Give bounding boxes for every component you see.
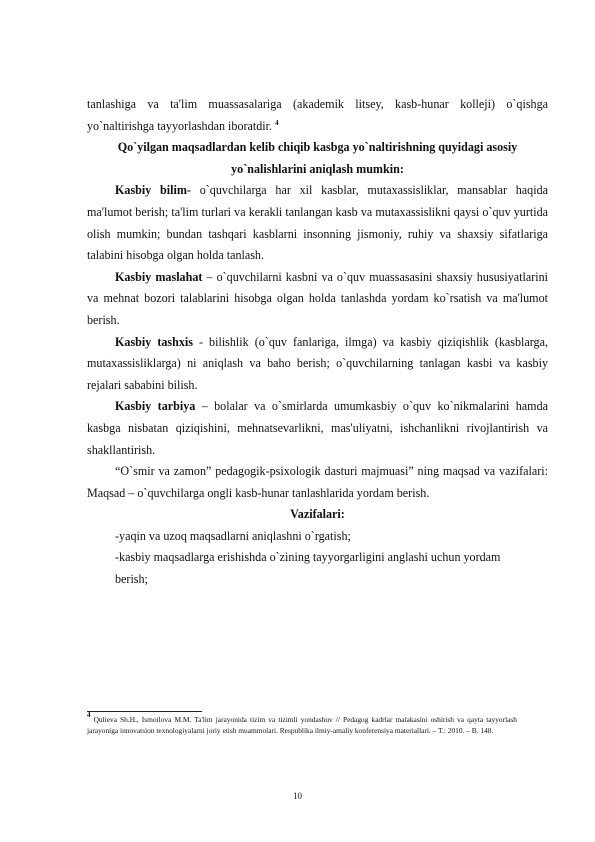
- item-kasbiy-maslahat: Kasbiy maslahat – o`quvchilarni kasbni va o`quv muassasasini shaxsiy hususiyatlarini va mehnat bozori talablarini hisobga olgan holda tanlashda yordam ko`rsatish va ma'lumot berish.: [87, 269, 548, 327]
- footnote-separator: [87, 711, 202, 712]
- item-kasbiy-tashxis: Kasbiy tashxis - bilishlik (o`quv fanlariga, ilmga) va kasbiy qiziqishlik (kasblarga, mutaxassisliklarga) ni aniqlash va baho berish; o`quvchilarning tanlagan kasbi va kasbiy rejalari sababini bilish.: [87, 334, 548, 392]
- section-heading: Qo`yilgan maqsadlardan kelib chiqib kasbga yo`naltirishning quyidagi asosiy yo`nalishlarini aniqlash mumkin:: [117, 140, 518, 176]
- footnote-number: 4: [87, 711, 91, 719]
- paragraph-program: “O`smir va zamon” pedagogik-psixologik dasturi majmuasi” ning maqsad va vazifalari: Maqsad – o`quvchilarga ongli kasb-hunar tanlashlarida yordam berish.: [87, 464, 548, 500]
- tasks-heading: Vazifalari:: [290, 507, 345, 522]
- task-item-continued: berish;: [115, 572, 148, 587]
- term: Kasbiy bilim-: [115, 183, 191, 198]
- term: Kasbiy tarbiya: [115, 399, 196, 414]
- page-body: [87, 94, 548, 591]
- page-number: 10: [293, 791, 302, 801]
- footnote-text: Qulieva Sh.H., Ismoilova M.M. Ta'lim jarayonida tizim va tizimli yondashuv // Pedagog kadrlar malakasini oshirish va qayta tayyorlash jarayoniga innovatsion texnologiyalarni joriy etish muammolari. Respublika ilmiy-amaliy konferensiya materiallari. – T.: 2010. – B. 148.: [87, 715, 517, 736]
- footnote-ref: 4: [275, 118, 279, 127]
- item-kasbiy-tarbiya: Kasbiy tarbiya – bolalar va o`smirlarda umumkasbiy o`quv ko`nikmalarini hamda kasbga nisbatan qiziqishini, mehnatsevarlikni, mas'uliyatni, ishchanlikni rivojlantirish va shakllantirish.: [87, 399, 548, 457]
- footnote: [87, 711, 517, 736]
- task-item: -yaqin va uzoq maqsadlarni aniqlashni o`rgatish;: [115, 528, 351, 543]
- term: Kasbiy maslahat: [115, 269, 203, 284]
- task-item: -kasbiy maqsadlarga erishishda o`zining tayyorgarligini anglashi uchun yordam: [115, 550, 501, 565]
- paragraph-intro: tanlashiga va ta'lim muassasalariga (akademik litsey, kasb-hunar kolleji) o`qishga yo`naltirishga tayyorlashdan iboratdir. $^4$: [87, 97, 548, 133]
- term: Kasbiy tashxis: [115, 334, 193, 349]
- item-kasbiy-bilim: Kasbiy bilim- o`quvchilarga har xil kasblar, mutaxassisliklar, mansablar haqida ma'lumot berish; ta'lim turlari va kerakli tanlangan kasb va mutaxassislikni qaysi o`quv yurtida olish mumkin; bundan tashqari kasblarni insonning jismoniy, ruhiy va shaxsiy sifatlariga talabini hisobga olgan holda tanlash.: [87, 183, 548, 263]
